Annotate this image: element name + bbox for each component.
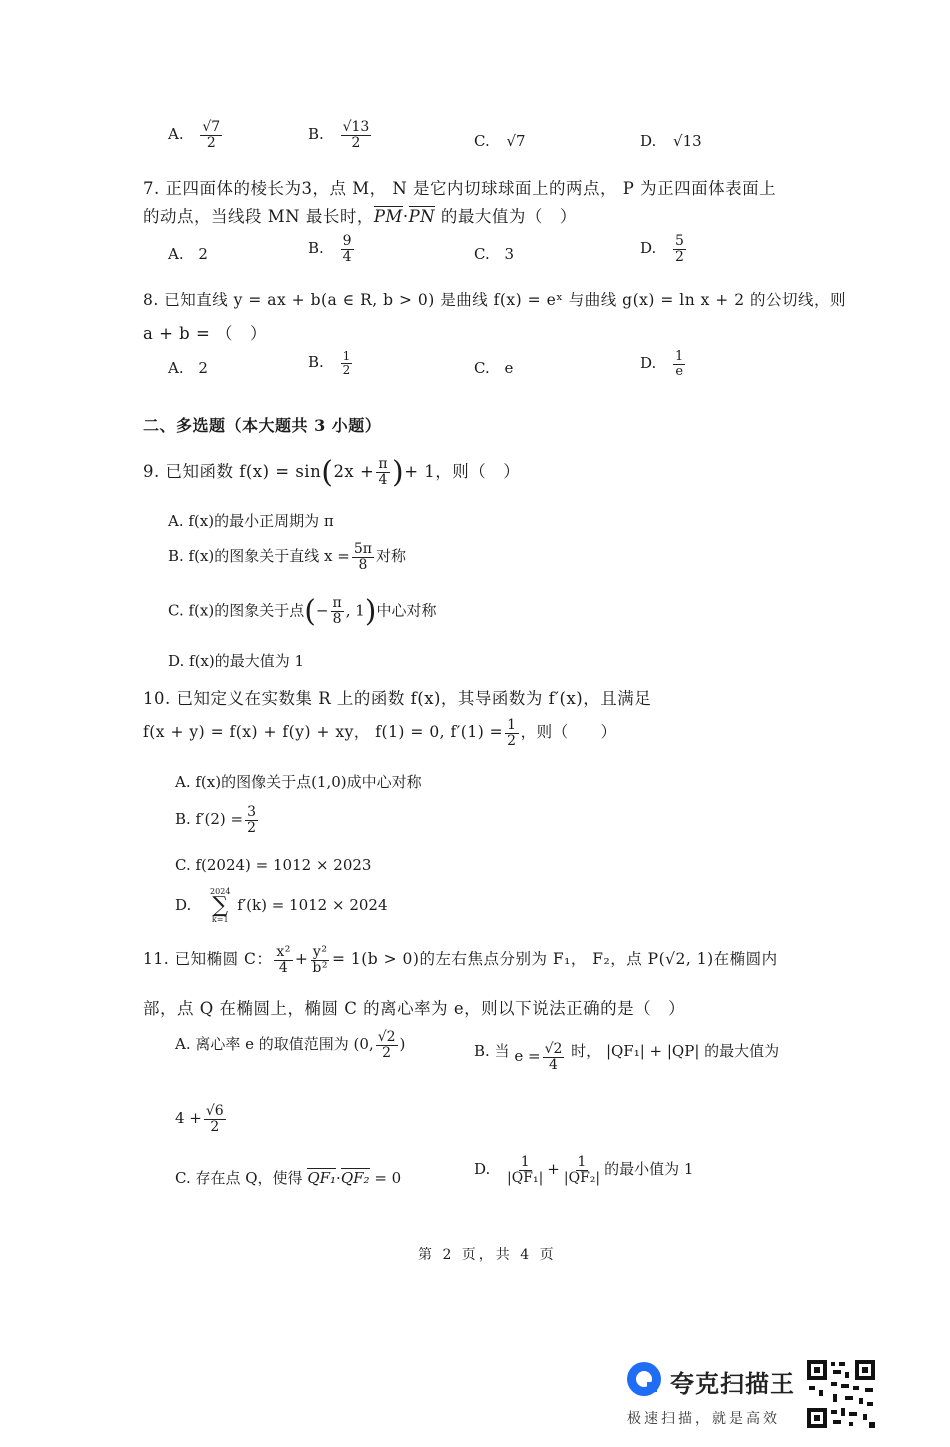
- q10-option-b: B. f′(2) = $\frac{3}{2}$: [175, 804, 257, 836]
- qr-code-icon: [805, 1358, 877, 1430]
- q8-option-b: B. $\frac{1}{2}$: [308, 349, 351, 377]
- q7-stem-line1: 7. 正四面体的棱长为3，点 M， N 是它内切球球面上的两点， P 为正四面体表面上: [143, 179, 777, 198]
- q9-option-d: D. f(x)的最大值为 1: [168, 652, 305, 670]
- q10-option-d: D. 2024 ∑ k=1 f′(k) = 1012 × 2024: [175, 887, 388, 925]
- q8-stem-line2: a + b = （ ）: [143, 324, 268, 343]
- q11-option-b: B. 当 e = $\frac{√2}{4}$ 时， |QF₁| + |QP| 的最大值为: [474, 1041, 780, 1073]
- q7-vector-pn: PN: [408, 207, 436, 226]
- q9-stem: 9. 已知函数 f(x) = sin(2x + $\frac{\pi}{4}$ )+ 1，则（ ）: [143, 455, 521, 490]
- q9-option-a: A. f(x)的最小正周期为 π: [168, 512, 334, 530]
- q6-option-d: D. √13: [640, 132, 702, 150]
- q6-option-b: B. $\frac{√13}{2}$: [308, 119, 370, 151]
- q11-option-c: C. 存在点 Q，使得 QF₁·QF₂ = 0: [175, 1169, 402, 1187]
- q7-option-c: C. 3: [474, 245, 515, 263]
- q11-stem-line2: 部，点 Q 在椭圆上，椭圆 C 的离心率为 e，则以下说法正确的是（ ）: [143, 999, 686, 1018]
- q10-option-c: C. f(2024) = 1012 × 2023: [175, 856, 372, 874]
- q8-option-c: C. e: [474, 359, 514, 377]
- q8-option-d: D. $\frac{1}{e}$: [640, 349, 684, 379]
- q9-option-c: C. f(x)的图象关于点(− $\frac{\pi}{8}$ , 1)中心对称: [168, 594, 437, 629]
- q9-option-b: B. f(x)的图象关于直线 x = $\frac{5\pi}{8}$ 对称: [168, 541, 406, 573]
- q7-option-d: D. $\frac{5}{2}$: [640, 233, 684, 265]
- section-2-heading: 二、多选题（本大题共 3 小题）: [143, 416, 382, 435]
- q7-stem-line2: 的动点，当线段 MN 最长时，PM·PN 的最大值为（ ）: [143, 207, 577, 226]
- q10-stem-line1: 10. 已知定义在实数集 R 上的函数 f(x)，其导函数为 f′(x)，且满足: [143, 689, 652, 708]
- quark-logo-icon: [625, 1360, 663, 1398]
- q8-stem-line1: 8. 已知直线 y = ax + b(a ∈ R, b > 0) 是曲线 f(x) = eˣ 与曲线 g(x) = ln x + 2 的公切线，则: [143, 291, 847, 309]
- q11-option-d: D. $\frac{1}{\text{|QF₁|}}$ + $\frac{1}{\text{|QF₂|}}$ 的最小值为 1: [474, 1154, 694, 1186]
- watermark-tagline: 极速扫描，就是高效: [627, 1411, 780, 1427]
- q8-option-a: A. 2: [168, 359, 208, 377]
- q10-stem-line2: f(x + y) = f(x) + f(y) + xy， f(1) = 0, f′(1) = $\frac{1}{2}$ ，则（ ）: [143, 717, 617, 749]
- watermark-brand: 夸克扫描王: [670, 1370, 795, 1398]
- q6-option-c: C. √7: [474, 132, 526, 150]
- q11-stem-line1: 11. 已知椭圆 C： $\frac{\text{x²}}{4}$ + $\frac{\text{y²}}{\text{b²}}$ = 1(b > 0)的左右焦点分别为 F₁， F₂，点 P(√2, 1)在椭圆内: [143, 944, 778, 976]
- q10-option-a: A. f(x)的图像关于点(1,0)成中心对称: [175, 773, 422, 791]
- q7-option-b: B. $\frac{9}{4}$: [308, 233, 352, 265]
- q11-option-a: A. 离心率 e 的取值范围为 (0, $\frac{√2}{2}$ ): [175, 1029, 406, 1061]
- q7-option-a: A. 2: [168, 245, 208, 263]
- page-footer: 第 2 页，共 4 页: [418, 1247, 557, 1263]
- q7-vector-pm: PM: [373, 207, 403, 226]
- q11-option-b-continued: 4 + $\frac{√6}{2}$: [175, 1103, 224, 1135]
- q6-option-a: A. $\frac{√7}{2}$: [168, 119, 221, 151]
